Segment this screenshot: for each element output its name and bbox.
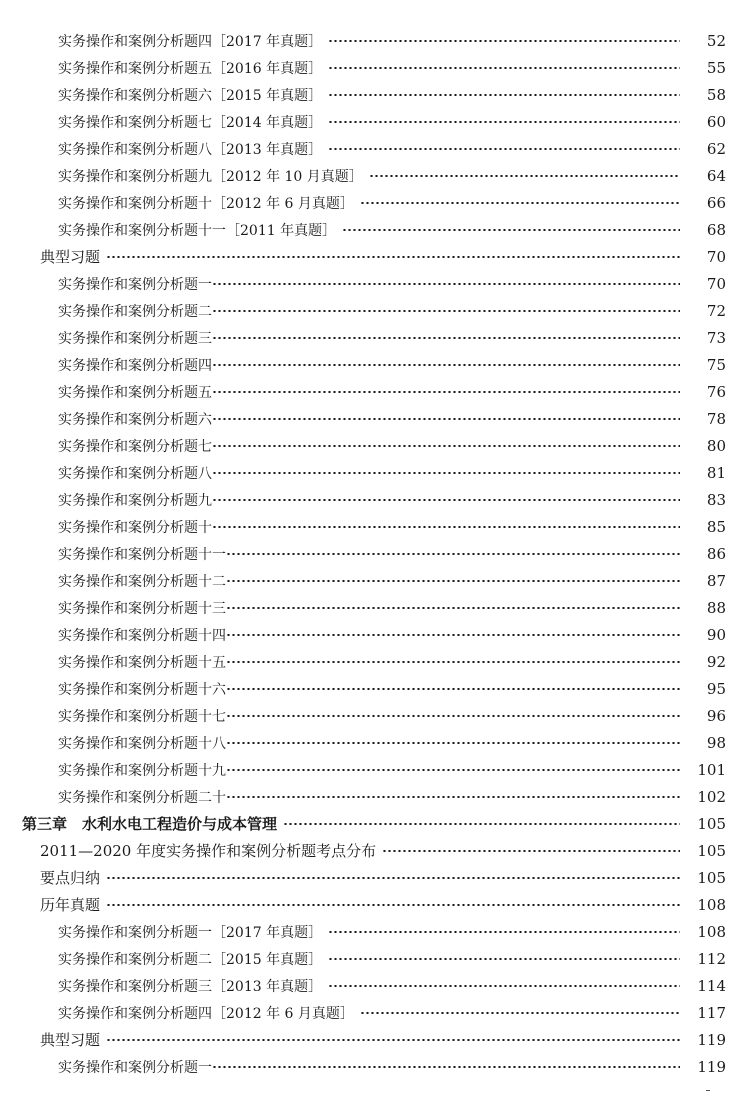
toc-entry[interactable] <box>0 216 750 243</box>
toc-entry[interactable] <box>0 621 750 648</box>
toc-entry[interactable] <box>0 675 750 702</box>
toc-entry-title: 实务操作和案例分析题八［2013 年真题］ <box>58 141 323 158</box>
dot-leader <box>226 688 680 690</box>
dot-leader <box>212 337 680 339</box>
dot-leader <box>212 418 680 420</box>
toc-entry-page: 80 <box>706 436 726 455</box>
toc-entry[interactable] <box>0 243 750 270</box>
toc-entry[interactable] <box>0 459 750 486</box>
toc-entry-title: 2011—2020 年度实务操作和案例分析题考点分布 <box>40 842 377 860</box>
toc-entry-page: 78 <box>706 409 726 428</box>
toc-entry-page: 58 <box>706 85 726 104</box>
toc-entry-title: 实务操作和案例分析题九 <box>58 492 212 509</box>
toc-entry[interactable] <box>0 405 750 432</box>
toc-entry-page: 52 <box>706 31 726 50</box>
dot-leader <box>226 796 680 798</box>
dot-leader <box>106 1039 680 1041</box>
toc-entry[interactable] <box>0 270 750 297</box>
toc-entry-page: 68 <box>706 220 726 239</box>
dot-leader <box>212 526 680 528</box>
toc-entry-title: 实务操作和案例分析题十一［2011 年真题］ <box>58 222 337 239</box>
dot-leader <box>328 67 680 69</box>
dot-leader <box>212 310 680 312</box>
toc-entry-page: 92 <box>706 652 726 671</box>
toc-entry[interactable] <box>0 945 750 972</box>
dot-leader <box>226 769 680 771</box>
toc-entry[interactable] <box>0 999 750 1026</box>
toc-entry[interactable] <box>0 162 750 189</box>
toc-entry[interactable] <box>0 1026 750 1053</box>
toc-entry-title: 实务操作和案例分析题七 <box>58 438 212 455</box>
toc-entry-page: 108 <box>697 922 726 941</box>
toc-entry-title: 实务操作和案例分析题六 <box>58 411 212 428</box>
toc-entry-title: 实务操作和案例分析题十四 <box>58 627 226 644</box>
toc-entry[interactable] <box>0 540 750 567</box>
toc-entry-page: 62 <box>706 139 726 158</box>
toc-entry-page: 114 <box>697 976 726 995</box>
dot-leader <box>212 283 680 285</box>
toc-entry[interactable] <box>0 378 750 405</box>
toc-entry-page: 75 <box>706 355 726 374</box>
toc-entry-page: 87 <box>706 571 726 590</box>
toc-entry-page: 98 <box>706 733 726 752</box>
toc-entry-page: 95 <box>706 679 726 698</box>
toc-entry[interactable] <box>0 567 750 594</box>
dot-leader <box>226 553 680 555</box>
dot-leader <box>226 580 680 582</box>
dot-leader <box>106 877 680 879</box>
dot-leader <box>369 175 680 177</box>
toc-entry[interactable] <box>0 648 750 675</box>
toc-entry-page: 83 <box>706 490 726 509</box>
dot-leader <box>360 202 680 204</box>
toc-entry[interactable] <box>0 783 750 810</box>
dot-leader <box>328 40 680 42</box>
toc-entry-title: 实务操作和案例分析题五 <box>58 384 212 401</box>
toc-entry-title: 实务操作和案例分析题一 <box>58 1059 212 1076</box>
toc-entry-page: 105 <box>697 868 726 887</box>
toc-chapter-entry[interactable] <box>0 810 750 837</box>
dot-leader <box>360 1012 680 1014</box>
dot-leader <box>212 1066 680 1068</box>
toc-entry-title: 典型习题 <box>40 1031 101 1049</box>
dot-leader <box>212 472 680 474</box>
toc-entry-title: 实务操作和案例分析题二 <box>58 303 212 320</box>
toc-entry[interactable] <box>0 891 750 918</box>
toc-entry-page: 119 <box>697 1057 726 1076</box>
toc-entry-title: 实务操作和案例分析题十三 <box>58 600 226 617</box>
toc-entry[interactable] <box>0 108 750 135</box>
toc-entry-title: 实务操作和案例分析题二十 <box>58 789 226 806</box>
toc-entry-title: 实务操作和案例分析题二［2015 年真题］ <box>58 951 323 968</box>
toc-entry-page: 96 <box>706 706 726 725</box>
toc-entry-title: 实务操作和案例分析题八 <box>58 465 212 482</box>
dot-leader <box>212 364 680 366</box>
toc-entry-page: 85 <box>706 517 726 536</box>
toc-entry-page: 102 <box>697 787 726 806</box>
dot-leader <box>328 121 680 123</box>
toc-entry-title: 实务操作和案例分析题十五 <box>58 654 226 671</box>
toc-entry[interactable] <box>0 54 750 81</box>
toc-entry[interactable] <box>0 27 750 54</box>
toc-entry[interactable] <box>0 135 750 162</box>
toc-entry[interactable] <box>0 297 750 324</box>
toc-entry-page: 76 <box>706 382 726 401</box>
dot-leader <box>342 229 680 231</box>
toc-entry-page: 119 <box>697 1030 726 1049</box>
dot-leader <box>328 94 680 96</box>
toc-entry-page: 101 <box>697 760 726 779</box>
dot-leader <box>106 256 680 258</box>
dot-leader <box>212 391 680 393</box>
toc-entry-page: 64 <box>706 166 726 185</box>
toc-entry-title: 实务操作和案例分析题十九 <box>58 762 226 779</box>
toc-entry-page: 117 <box>697 1003 726 1022</box>
toc-entry[interactable] <box>0 729 750 756</box>
dot-leader <box>226 634 680 636</box>
toc-entry-page: 72 <box>706 301 726 320</box>
toc-entry[interactable] <box>0 756 750 783</box>
toc-entry[interactable] <box>0 324 750 351</box>
toc-entry-title: 实务操作和案例分析题一［2017 年真题］ <box>58 924 323 941</box>
toc-entry[interactable] <box>0 837 750 864</box>
toc-entry-page: 90 <box>706 625 726 644</box>
dot-leader <box>106 904 680 906</box>
dot-leader <box>226 742 680 744</box>
toc-entry-page: 88 <box>706 598 726 617</box>
toc-entry-page: 112 <box>697 949 726 968</box>
dot-leader <box>226 715 680 717</box>
toc-entry-title: 实务操作和案例分析题七［2014 年真题］ <box>58 114 323 131</box>
toc-entry-title: 历年真题 <box>40 896 101 914</box>
toc-entry-page: 108 <box>697 895 726 914</box>
page-corner-mark <box>706 1090 710 1091</box>
toc-entry[interactable] <box>0 972 750 999</box>
toc-entry-title: 典型习题 <box>40 248 101 266</box>
dot-leader <box>283 823 680 825</box>
toc-entry[interactable] <box>0 513 750 540</box>
toc-entry-title: 实务操作和案例分析题一 <box>58 276 212 293</box>
toc-entry-page: 73 <box>706 328 726 347</box>
toc-entry-title: 实务操作和案例分析题四［2017 年真题］ <box>58 33 323 50</box>
toc-entry-title: 实务操作和案例分析题四 <box>58 357 212 374</box>
dot-leader <box>328 148 680 150</box>
toc-entry-title: 实务操作和案例分析题十六 <box>58 681 226 698</box>
toc-entry-page: 70 <box>706 274 726 293</box>
toc-entry[interactable] <box>0 81 750 108</box>
dot-leader <box>328 931 680 933</box>
toc-entry-page: 86 <box>706 544 726 563</box>
dot-leader <box>226 661 680 663</box>
toc-entry-title: 要点归纳 <box>40 869 101 887</box>
toc-entry-title: 实务操作和案例分析题十［2012 年 6 月真题］ <box>58 195 354 212</box>
toc-entry-title: 实务操作和案例分析题十七 <box>58 708 226 725</box>
toc-entry[interactable] <box>0 486 750 513</box>
toc-entry[interactable] <box>0 432 750 459</box>
toc-entry-title: 实务操作和案例分析题十八 <box>58 735 226 752</box>
toc-entry-title: 第三章 水利水电工程造价与成本管理 <box>22 815 278 833</box>
dot-leader <box>226 607 680 609</box>
toc-entry-page: 55 <box>706 58 726 77</box>
table-of-contents <box>0 27 750 1080</box>
toc-entry-title: 实务操作和案例分析题十二 <box>58 573 226 590</box>
toc-entry-page: 70 <box>706 247 726 266</box>
toc-entry[interactable] <box>0 351 750 378</box>
toc-entry-page: 81 <box>706 463 726 482</box>
dot-leader <box>382 850 680 852</box>
toc-entry[interactable] <box>0 189 750 216</box>
toc-entry[interactable] <box>0 864 750 891</box>
toc-entry-page: 60 <box>706 112 726 131</box>
toc-entry-title: 实务操作和案例分析题十一 <box>58 546 226 563</box>
toc-entry[interactable] <box>0 702 750 729</box>
toc-entry[interactable] <box>0 918 750 945</box>
dot-leader <box>328 958 680 960</box>
dot-leader <box>212 499 680 501</box>
dot-leader <box>328 985 680 987</box>
dot-leader <box>212 445 680 447</box>
toc-entry-title: 实务操作和案例分析题四［2012 年 6 月真题］ <box>58 1005 354 1022</box>
toc-entry-title: 实务操作和案例分析题三 <box>58 330 212 347</box>
toc-entry-title: 实务操作和案例分析题九［2012 年 10 月真题］ <box>58 168 363 185</box>
toc-entry-title: 实务操作和案例分析题五［2016 年真题］ <box>58 60 323 77</box>
toc-entry[interactable] <box>0 1053 750 1080</box>
toc-entry-title: 实务操作和案例分析题六［2015 年真题］ <box>58 87 323 104</box>
toc-entry-page: 105 <box>697 814 726 833</box>
toc-entry-title: 实务操作和案例分析题十 <box>58 519 212 536</box>
toc-entry[interactable] <box>0 594 750 621</box>
toc-entry-title: 实务操作和案例分析题三［2013 年真题］ <box>58 978 323 995</box>
toc-entry-page: 66 <box>706 193 726 212</box>
toc-entry-page: 105 <box>697 841 726 860</box>
